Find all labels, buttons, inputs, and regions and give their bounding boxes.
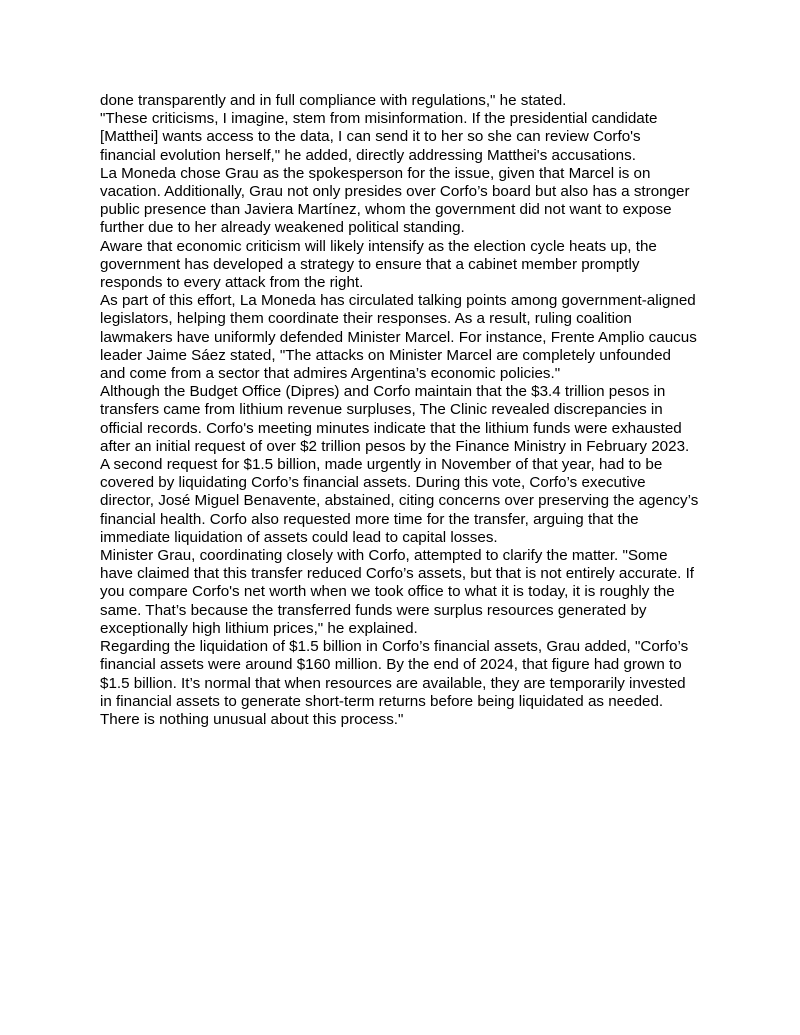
article-body xyxy=(100,92,700,729)
paragraph-8: Regarding the liquidation of $1.5 billion in Corfo’s financial assets, Grau added, "Corfo’s financial assets were around $160 million. By the end of 2024, that figure had grown to $1.5 billion. It’s normal that when resources are available, they are temporarily invested in financial assets to generate short-term returns before being liquidated as needed. There is nothing unusual about this process." xyxy=(100,638,689,728)
paragraph-4: Aware that economic criticism will likely intensify as the election cycle heats up, the government has developed a strategy to ensure that a cabinet member promptly responds to every attack from the right. xyxy=(100,237,657,292)
paragraph-3: La Moneda chose Grau as the spokesperson for the issue, given that Marcel is on vacation. Additionally, Grau not only presides over Corfo’s board but also has a stronger public presence than Javiera Martínez, whom the government did not want to expose further due to her already weakened political standing. xyxy=(100,164,690,237)
paragraph-7: Minister Grau, coordinating closely with Corfo, attempted to clarify the matter. "Some have claimed that this transfer reduced Corfo’s assets, but that is not entirely accurate. If you compare Corfo's net worth when we took office to what it is today, it is roughly the same. That’s because the transferred funds were surplus resources generated by exceptionally high lithium prices," he explained. xyxy=(100,547,695,637)
paragraph-6: Although the Budget Office (Dipres) and Corfo maintain that the $3.4 trillion pesos in transfers came from lithium revenue surpluses, The Clinic revealed discrepancies in official records. Corfo's meeting minutes indicate that the lithium funds were exhausted after an initial request of over $2 trillion pesos by the Finance Ministry in February 2023. A second request for $1.5 billion, made urgently in November of that year, had to be covered by liquidating Corfo’s financial assets. During this vote, Corfo’s executive director, José Miguel Benavente, abstained, citing concerns over preserving the agency’s financial health. Corfo also requested more time for the transfer, arguing that the immediate liquidation of assets could lead to capital losses. xyxy=(100,383,699,546)
paragraph-2: "These criticisms, I imagine, stem from misinformation. If the presidential candidate [Matthei] wants access to the data, I can send it to her so she can review Corfo's financial evolution herself," he added, directly addressing Matthei's accusations. xyxy=(100,110,658,164)
paragraph-1: done transparently and in full compliance with regulations," he stated. xyxy=(100,92,567,109)
paragraph-5: As part of this effort, La Moneda has circulated talking points among government-aligned legislators, helping them coordinate their responses. As a result, ruling coalition lawmakers have uniformly defended Minister Marcel. For instance, Frente Amplio caucus leader Jaime Sáez stated, "The attacks on Minister Marcel are completely unfounded and come from a sector that admires Argentina’s economic policies." xyxy=(100,292,697,383)
